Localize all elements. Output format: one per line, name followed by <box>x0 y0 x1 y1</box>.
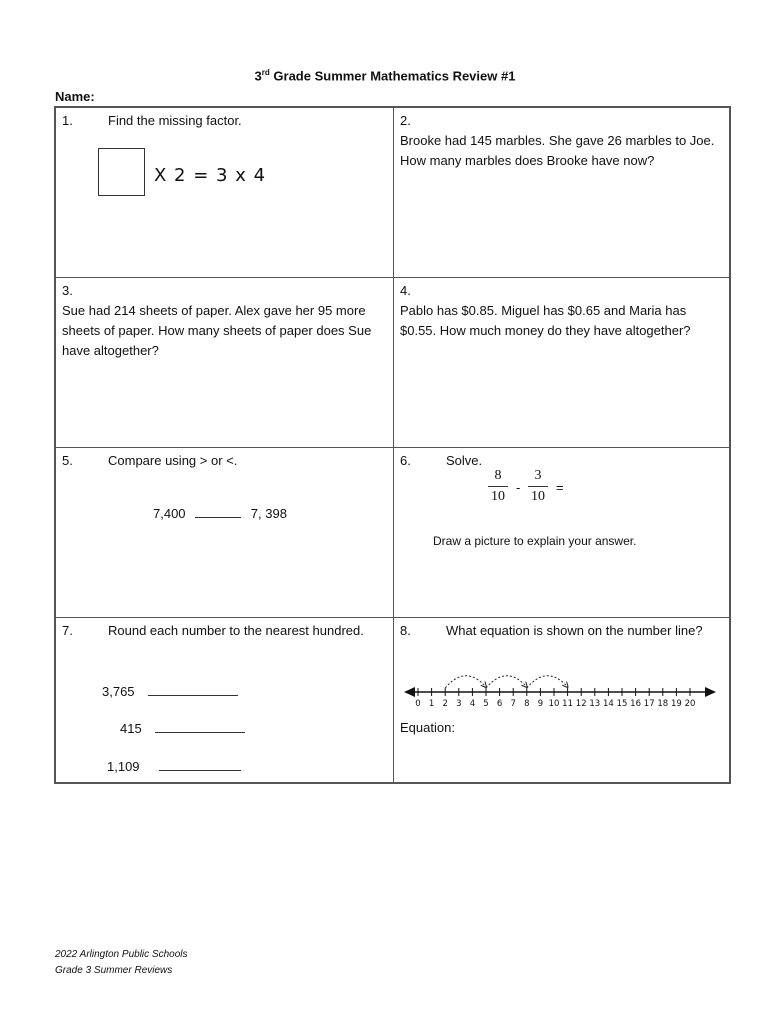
right-arrow-icon <box>705 687 716 697</box>
problem-1-equation: X 2 = 3 x 4 <box>154 165 267 186</box>
round-answer-blank-1[interactable] <box>148 695 238 696</box>
fraction-2 <box>528 468 548 505</box>
round-value-2: 415 <box>120 721 142 736</box>
page-title: 3rd Grade Summer Mathematics Review #1 <box>254 68 516 84</box>
problem-5-number: 5. <box>62 453 73 468</box>
number-line-tick-label: 20 <box>684 699 696 709</box>
compare-right-value: 7, 398 <box>250 506 287 521</box>
problem-8-number: 8. <box>400 623 411 638</box>
problem-6-text: Solve. <box>446 453 483 468</box>
number-line-tick-label: 4 <box>469 699 476 709</box>
round-item-1 <box>102 682 238 702</box>
minus-sign: - <box>516 480 521 495</box>
number-line-tick-label: 10 <box>548 699 560 709</box>
problem-6-instruction: Draw a picture to explain your answer. <box>433 534 637 548</box>
number-line-tick-label: 5 <box>483 699 489 709</box>
round-answer-blank-2[interactable] <box>155 732 245 733</box>
compare-answer-blank[interactable] <box>195 517 241 518</box>
number-line-tick-label: 19 <box>670 699 682 709</box>
problem-4 <box>394 278 729 448</box>
problem-2-text: Brooke had 145 marbles. She gave 26 marbles to Joe. How many marbles does Brooke have now? <box>400 133 715 168</box>
number-line-jump-arrow <box>486 676 527 688</box>
fraction-1-numerator: 8 <box>488 468 508 487</box>
problem-7 <box>56 618 394 784</box>
problem-6 <box>394 448 729 618</box>
round-item-2 <box>120 719 245 739</box>
number-line-tick-label: 18 <box>657 699 669 709</box>
number-line-tick-label: 0 <box>415 699 421 709</box>
problem-4-text: Pablo has $0.85. Miguel has $0.65 and Maria has $0.55. How much money do they have altogether? <box>400 303 691 338</box>
number-line-tick-label: 7 <box>510 699 516 709</box>
footer-line-2: Grade 3 Summer Reviews <box>55 965 173 976</box>
problem-grid <box>54 106 731 784</box>
number-line <box>404 658 719 714</box>
number-line-tick-label: 15 <box>616 699 628 709</box>
problem-8 <box>394 618 729 784</box>
problem-3 <box>56 278 394 448</box>
missing-factor-box[interactable] <box>98 148 145 196</box>
left-arrow-icon <box>404 687 415 697</box>
problem-1 <box>56 108 394 278</box>
footer-line-1: 2022 Arlington Public Schools <box>55 949 188 960</box>
number-line-tick-label: 17 <box>643 699 655 709</box>
problem-8-text: What equation is shown on the number line? <box>446 623 703 638</box>
compare-left-value: 7,400 <box>153 506 186 521</box>
problem-6-number: 6. <box>400 453 411 468</box>
number-line-tick-label: 9 <box>537 699 544 709</box>
fraction-1 <box>488 468 508 505</box>
number-line-tick-label: 3 <box>456 699 462 709</box>
round-item-3 <box>107 757 241 777</box>
number-line-tick-label: 11 <box>562 699 574 709</box>
fraction-2-numerator: 3 <box>528 468 548 487</box>
number-line-tick-label: 16 <box>630 699 642 709</box>
round-value-1: 3,765 <box>102 684 135 699</box>
name-label: Name: <box>55 89 95 104</box>
equation-label: Equation: <box>400 720 455 735</box>
problem-5-text: Compare using > or <. <box>108 453 238 468</box>
number-line-tick-label: 13 <box>589 699 601 709</box>
round-value-3: 1,109 <box>107 759 140 774</box>
number-line-tick-label: 14 <box>602 699 614 709</box>
problem-3-text: Sue had 214 sheets of paper. Alex gave her 95 more sheets of paper. How many sheets of paper does Sue have altogether? <box>62 303 372 358</box>
problem-7-number: 7. <box>62 623 73 638</box>
problem-2 <box>394 108 729 278</box>
problem-1-text: Find the missing factor. <box>108 113 242 128</box>
compare-row <box>153 504 287 524</box>
fraction-2-denominator: 10 <box>531 489 545 504</box>
problem-3-number: 3. <box>62 283 73 298</box>
problem-2-number: 2. <box>400 113 411 128</box>
number-line-tick-label: 8 <box>524 699 530 709</box>
number-line-jump-arrow <box>527 676 568 688</box>
problem-7-text: Round each number to the nearest hundred. <box>108 623 364 638</box>
fraction-1-denominator: 10 <box>491 489 505 504</box>
number-line-tick-label: 6 <box>496 699 503 709</box>
problem-5 <box>56 448 394 618</box>
number-line-jump-arrow <box>445 676 486 688</box>
number-line-tick-label: 1 <box>428 699 435 709</box>
problem-4-number: 4. <box>400 283 411 298</box>
number-line-tick-label: 12 <box>575 699 587 709</box>
number-line-tick-label: 2 <box>442 699 448 709</box>
problem-1-number: 1. <box>62 113 73 128</box>
equals-sign: = <box>556 480 564 495</box>
round-answer-blank-3[interactable] <box>159 770 241 771</box>
